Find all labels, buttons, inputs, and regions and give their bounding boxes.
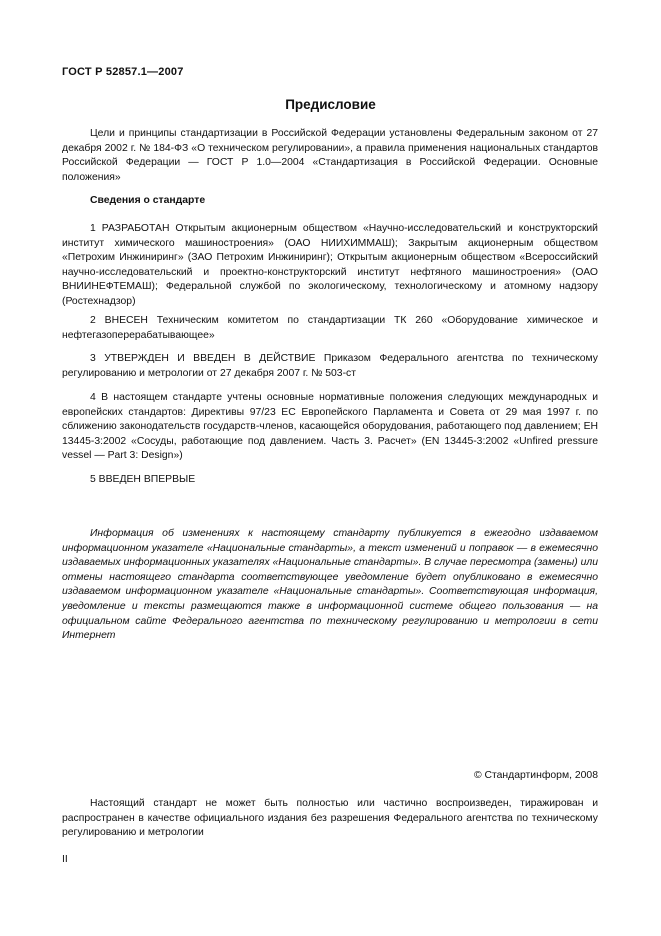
document-code-header: ГОСТ Р 52857.1—2007 [62, 66, 184, 78]
changes-notice: Информация об изменениях к настоящему стандарту публикуется в ежегодно издаваемом информационном указателе «Национальные стандарты», а текст изменений и поправок — в ежемесячно издаваемых информационных указателях «Национальные стандарты». В случае пересмотра (замены) или отмены настоящего стандарта соответствующее уведомление будет опубликовано в ежемесячно издаваемом информационном указателе «Национальные стандарты». Соответствующая информация, уведомление и тексты размещаются также в информационной системе общего пользования — на официальном сайте Федерального агентства по техническому регулированию и метрологии в сети Интернет [62, 528, 598, 642]
info-heading: Сведения о стандарте [90, 195, 206, 206]
page-title: Предисловие [285, 97, 376, 112]
item-submitted: 2 ВНЕСЕН Техническим комитетом по стандартизации ТК 260 «Оборудование химическое и нефтегазоперерабатывающее» [62, 315, 598, 341]
item-approved: 3 УТВЕРЖДЕН И ВВЕДЕН В ДЕЙСТВИЕ Приказом Федерального агентства по техническому регулированию и метрологии от 27 декабря 2007 г. № 503-ст [62, 353, 598, 379]
copyright: © Стандартинформ, 2008 [473, 770, 598, 781]
page-number: II [62, 854, 68, 865]
item-developed: 1 РАЗРАБОТАН Открытым акционерным обществом «Научно-исследовательский и конструкторский институт химического машиностроения» (ОАО НИИХИММАШ); Закрытым акционерным обществом «Петрохим Инжиниринг» (ЗАО Петрохим Инжиниринг); Открытым акционерным обществом «Всероссийский научно-исследовательский и проектно-конструкторский институт нефтяного машиностроения» (ОАО ВНИИНЕФТЕМАШ); Федеральной службой по экологическому, технологическому и атомному надзору (Ростехнадзор) [62, 223, 598, 307]
intro-paragraph: Цели и принципы стандартизации в Российской Федерации установлены Федеральным законом от 27 декабря 2002 г. № 184-ФЗ «О техническом регулировании», а правила применения национальных стандартов Российской Федерации — ГОСТ Р 1.0—2004 «Стандартизация в Российской Федерации. Основные положения» [62, 128, 598, 183]
item-international-standards: 4 В настоящем стандарте учтены основные нормативные положения следующих международных и европейских стандартов: Директивы 97/23 ЕС Европейского Парламента и Совета от 29 мая 1997 г. по сближению законодательств государств-членов, касающейся оборудования, работающего под давлением; ЕН 13445-3:2002 «Сосуды, работающие под давлением. Часть 3. Расчет» (EN 13445-3:2002 «Unfired pressure vessel — Part 3: Design») [62, 392, 598, 462]
item-first-introduced: 5 ВВЕДЕН ВПЕРВЫЕ [90, 474, 196, 485]
reproduction-notice: Настоящий стандарт не может быть полностью или частично воспроизведен, тиражирован и распространен в качестве официального издания без разрешения Федерального агентства по техническому регулированию и метрологии [62, 798, 598, 839]
